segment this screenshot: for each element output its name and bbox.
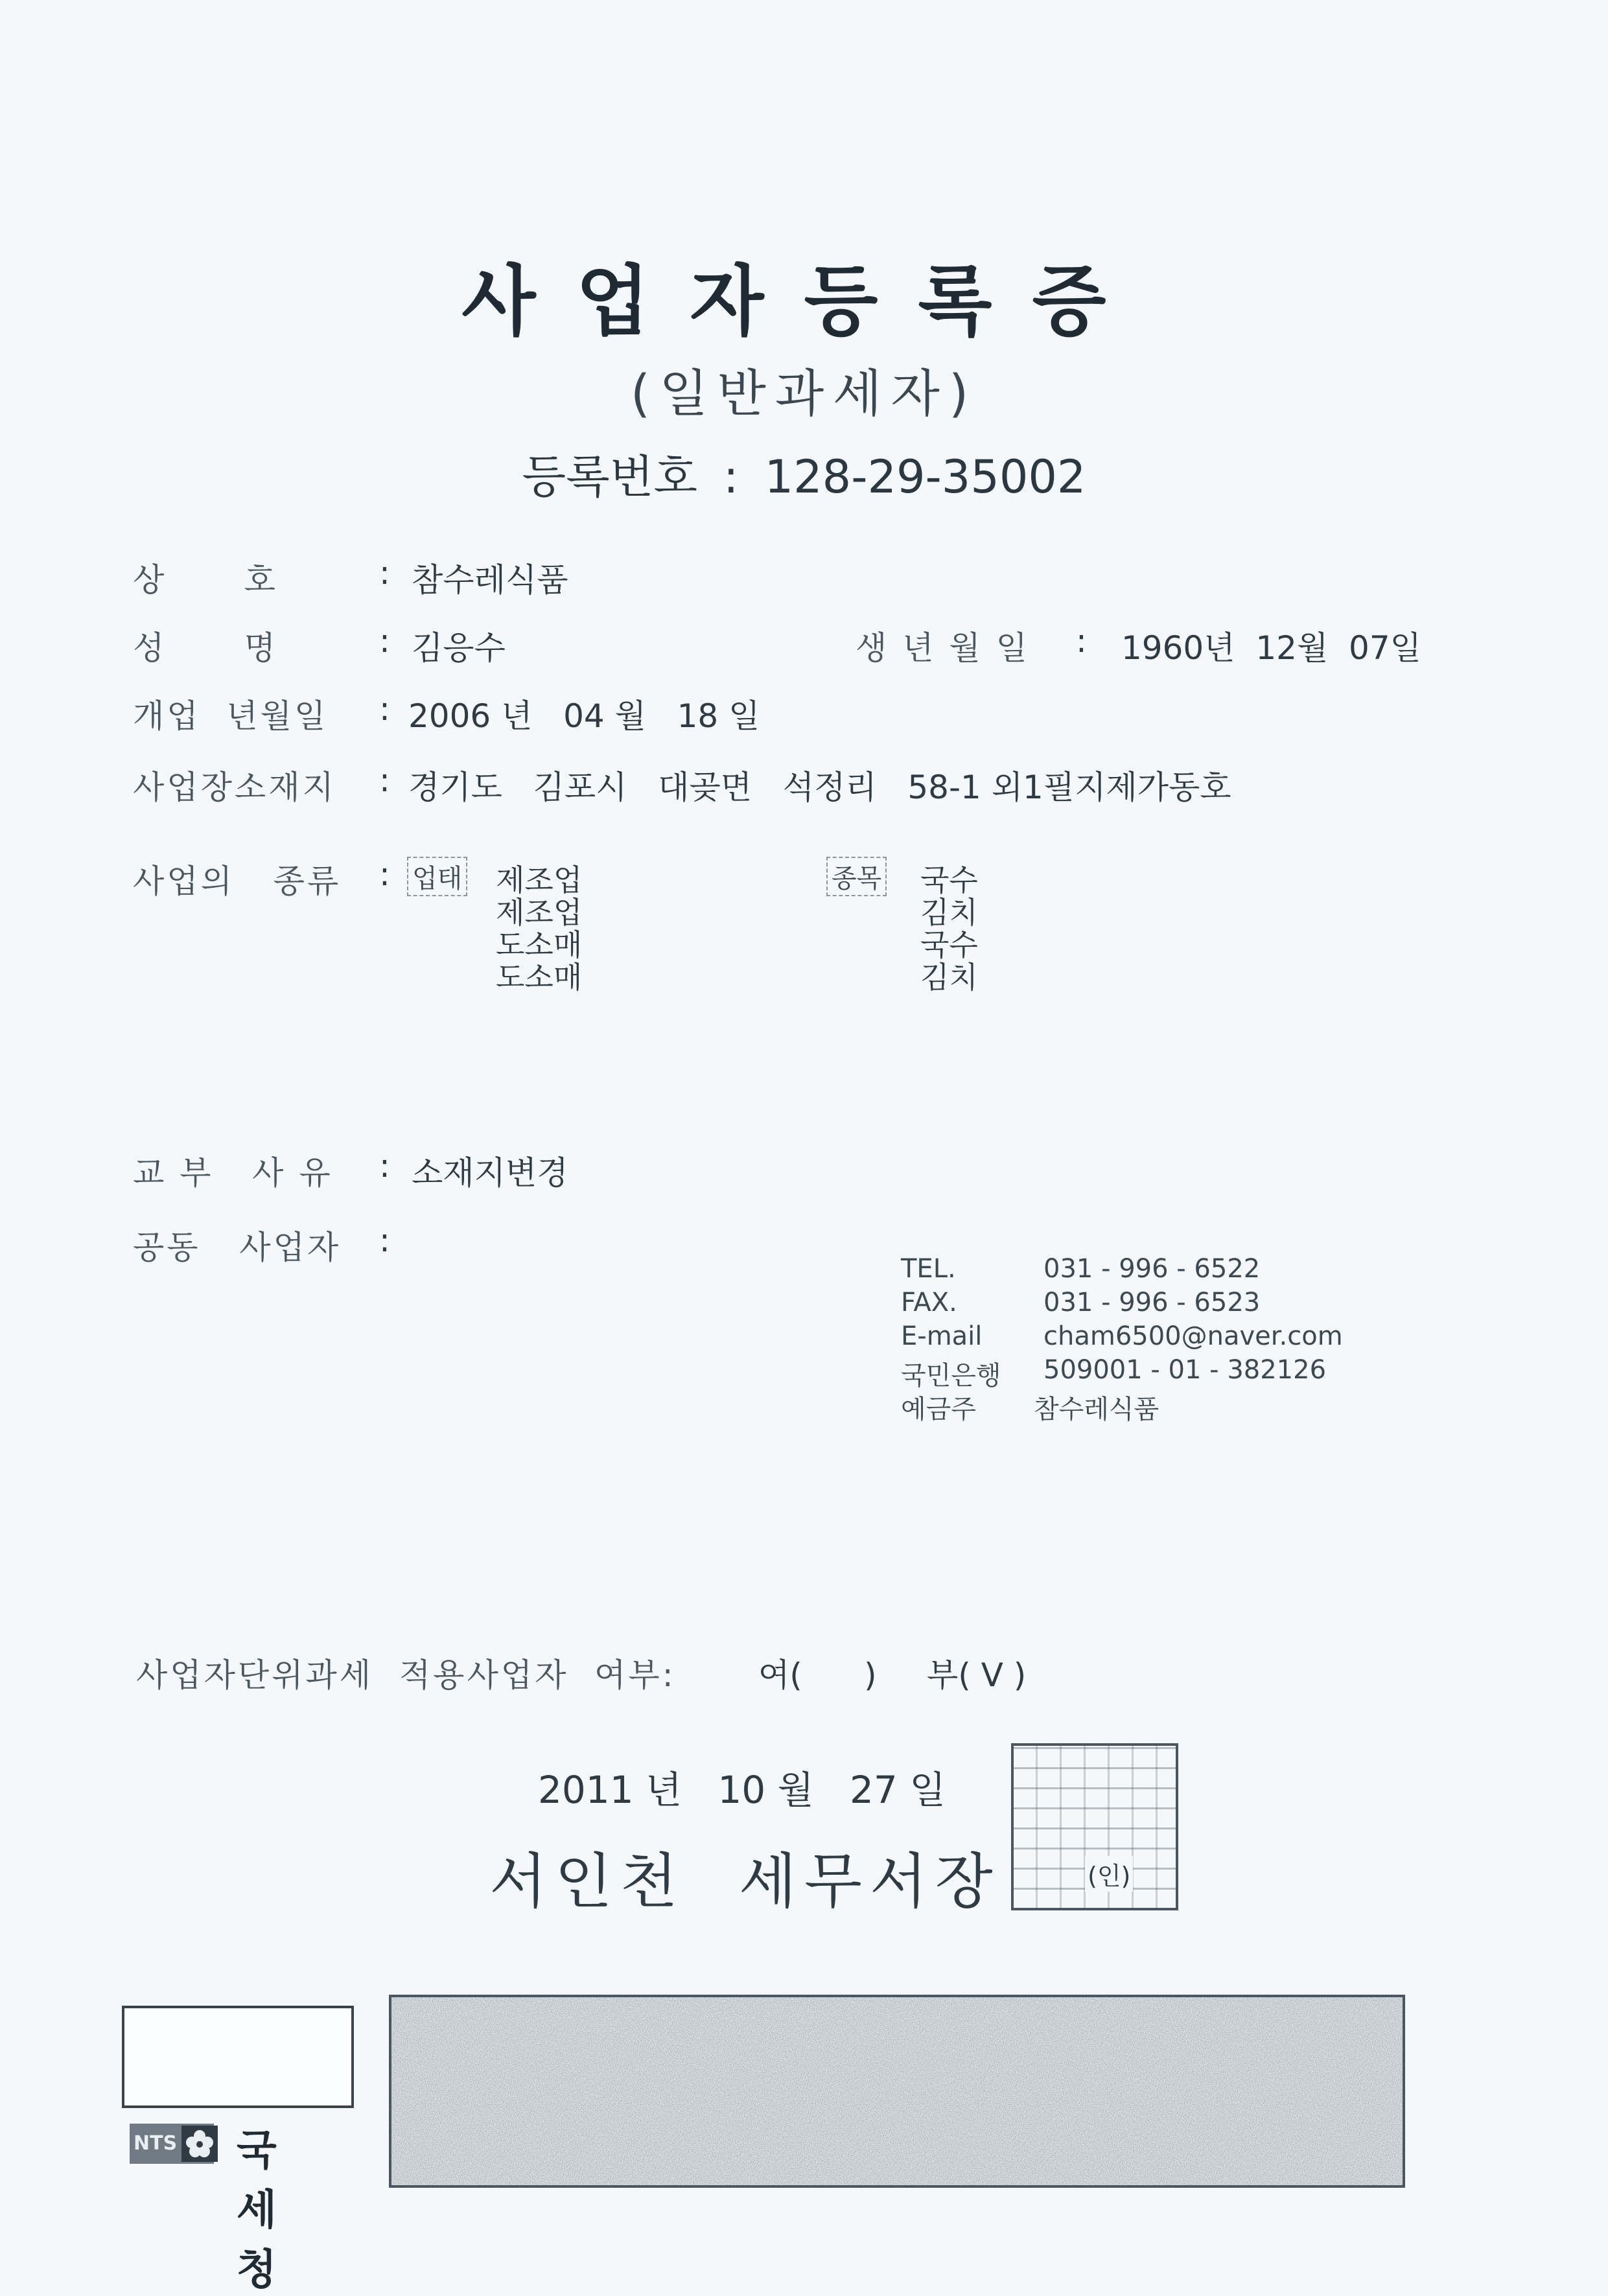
business-address-label: 사업장소재지 <box>133 769 336 806</box>
trade-name-label: 상 호 <box>133 561 278 599</box>
contact-tel-label: TEL. <box>901 1254 956 1284</box>
business-address-colon: : <box>379 761 390 799</box>
issue-reason-colon: : <box>379 1147 390 1185</box>
contact-holder-value: 참수레식품 <box>1034 1395 1159 1424</box>
contact-email-value: cham6500@naver.com <box>1043 1321 1343 1351</box>
open-date-label: 개업 년월일 <box>133 697 329 735</box>
contact-tel-value: 031 - 996 - 6522 <box>1043 1254 1261 1284</box>
open-date-value: 2006 년 04 월 18 일 <box>408 697 760 735</box>
contact-bank-value: 509001 - 01 - 382126 <box>1043 1355 1327 1385</box>
birth-date-label: 생 년 월 일 <box>856 629 1030 667</box>
co-owner-colon: : <box>379 1222 390 1259</box>
nts-abbr: NTS <box>134 2132 178 2155</box>
owner-name-label: 성 명 <box>133 629 278 667</box>
tax-office-name: 서인천 세무서장 <box>489 1847 1001 1916</box>
trade-name-value: 참수레식품 <box>412 561 568 599</box>
contact-fax-label: FAX. <box>901 1288 957 1317</box>
birth-date-colon: : <box>1076 622 1087 660</box>
registration-colon: : <box>723 450 739 504</box>
category-item-1: 제조업 <box>496 863 583 898</box>
co-owner-label: 공동 사업자 <box>133 1229 342 1266</box>
official-seal-stamp <box>1011 1743 1178 1910</box>
item-entry-4: 김치 <box>920 960 978 995</box>
unit-tax-no: 부( V ) <box>927 1656 1027 1694</box>
issue-reason-value: 소재지변경 <box>412 1154 568 1192</box>
contact-fax-value: 031 - 996 - 6523 <box>1043 1288 1261 1317</box>
seal-mark: (인) <box>1085 1856 1133 1892</box>
unit-tax-question: 사업자단위과세 적용사업자 여부: <box>136 1656 676 1694</box>
owner-name-value: 김응수 <box>412 629 506 667</box>
item-entry-1: 국수 <box>920 863 978 898</box>
item-entry-2: 김치 <box>920 895 978 930</box>
category-item-3: 도소매 <box>496 927 583 962</box>
registration-number: 128-29-35002 <box>764 450 1086 504</box>
business-type-colon: : <box>379 855 390 893</box>
item-entry-3: 국수 <box>920 927 978 962</box>
category-item-4: 도소매 <box>496 960 583 995</box>
issue-date: 2011 년 10 월 27 일 <box>538 1768 946 1812</box>
document-subtitle: (일반과세자) <box>630 365 978 423</box>
birth-date-value: 1960년 12월 07일 <box>1121 629 1421 667</box>
business-address-value: 경기도 김포시 대곶면 석정리 58-1 외1필지제가동호 <box>408 769 1231 806</box>
contact-holder-label: 예금주 <box>901 1395 976 1424</box>
contact-email-label: E-mail <box>901 1321 983 1351</box>
business-type-label: 사업의 종류 <box>133 863 342 900</box>
document-title: 사업자등록증 <box>461 257 1147 346</box>
trade-name-colon: : <box>379 554 390 592</box>
flower-emblem-icon <box>181 2126 218 2162</box>
nts-agency-name: 국세청 <box>237 2127 281 2294</box>
blank-photo-box <box>122 2006 354 2108</box>
owner-name-colon: : <box>379 622 390 660</box>
unit-tax-yes: 여( ) <box>758 1656 877 1694</box>
category-label: 업태 <box>407 857 467 896</box>
category-item-2: 제조업 <box>496 895 583 930</box>
contact-bank-label: 국민은행 <box>901 1361 1001 1391</box>
open-date-colon: : <box>379 690 390 728</box>
item-label: 종목 <box>826 857 887 896</box>
issue-reason-label: 교 부 사 유 <box>133 1154 333 1192</box>
registration-number-label: 등록번호 <box>522 450 697 504</box>
registration-number-line <box>0 441 1608 506</box>
security-pattern <box>389 1995 1405 2188</box>
